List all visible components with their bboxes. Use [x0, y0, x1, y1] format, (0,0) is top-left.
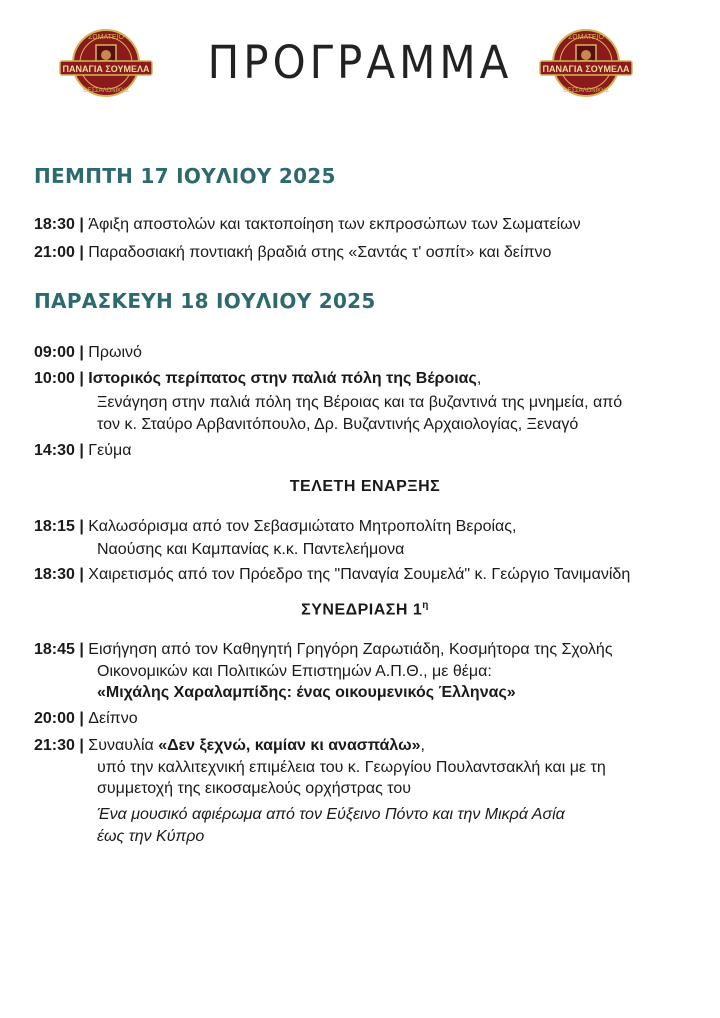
logo-main-text: ΠΑΝΑΓΙΑ ΣΟΥΜΕΛΑ: [542, 64, 630, 74]
lecture-title: «Μιχάλης Χαραλαμπίδης: ένας οικουμενικός Έλληνας»: [97, 684, 516, 701]
item-time: 14:30: [34, 442, 75, 459]
logo-top-text: ΣΩΜΑΤΕΙΟ: [568, 34, 604, 41]
logo-top-text: ΣΩΜΑΤΕΙΟ: [88, 34, 124, 41]
item-time: 18:15: [34, 518, 75, 535]
item-continuation: Ξενάγηση στην παλιά πόλη της Βέροιας και τα βυζαντινά της μνημεία, από: [97, 394, 623, 411]
item-time: 09:00: [34, 344, 75, 361]
schedule-item: 18:30 | Χαιρετισμός από τον Πρόεδρο της "Παναγία Σουμελά" κ. Γεώργιο Τανιμανίδη: [34, 566, 631, 583]
day1-heading: ΠΕΜΠΤΗ 17 ΙΟΥΛΙΟΥ 2025: [34, 164, 336, 188]
item-continuation: Οικονομικών και Πολιτικών Επιστημών Α.Π.Θ., με θέμα:: [97, 663, 492, 680]
item-text: Καλωσόρισμα από τον Σεβασμιώτατο Μητροπολίτη Βεροίας,: [88, 518, 517, 535]
item-time: 18:45: [34, 641, 75, 658]
item-text: Χαιρετισμός από τον Πρόεδρο της "Παναγία Σουμελά" κ. Γεώργιο Τανιμανίδη: [88, 566, 631, 583]
schedule-item: 14:30 | Γεύμα: [34, 442, 132, 459]
item-text: Εισήγηση από τον Καθηγητή Γρηγόρη Ζαρωτιάδη, Κοσμήτορα της Σχολής: [88, 641, 613, 658]
item-time: 21:30: [34, 737, 75, 754]
item-time: 18:30: [34, 216, 75, 233]
item-text: Παραδοσιακή ποντιακή βραδιά στης «Σαντάς τ' οσπίτ» και δείπνο: [88, 244, 552, 261]
logo-bottom-text: ΘΕΣΣΑΛΟΝΙΚΗΣ: [562, 88, 610, 94]
concert-note: έως την Κύπρο: [97, 828, 205, 845]
item-text: Πρωινό: [88, 344, 142, 361]
schedule-item: 20:00 | Δείπνο: [34, 710, 138, 727]
item-text: Γεύμα: [88, 442, 132, 459]
concert-title: «Δεν ξεχνώ, καμίαν κι ανασπάλω»: [158, 737, 421, 754]
item-continuation: Ναούσης και Καμπανίας κ.κ. Παντελεήμονα: [97, 541, 405, 558]
item-time: 18:30: [34, 566, 75, 583]
item-continuation: τον κ. Σταύρο Αρβανιτόπουλο, Δρ. Βυζαντινής Αρχαιολογίας, Ξεναγό: [97, 416, 579, 433]
opening-heading: ΤΕΛΕΤΗ ΕΝΑΡΞΗΣ: [289, 478, 441, 495]
item-text: Άφιξη αποστολών και τακτοποίηση των εκπροσώπων των Σωματείων: [88, 216, 581, 233]
schedule-item: 21:30 | Συναυλία «Δεν ξεχνώ, καμίαν κι ανασπάλω»,: [34, 737, 425, 754]
item-title: Ιστορικός περίπατος στην παλιά πόλη της Βέροιας: [88, 370, 477, 387]
day2-heading: ΠΑΡΑΣΚΕΥΗ 18 ΙΟΥΛΙΟΥ 2025: [34, 289, 376, 313]
item-continuation: υπό την καλλιτεχνική επιμέλεια του κ. Γεωργίου Πουλαντσακλή και με τη: [97, 759, 606, 776]
schedule-item: 09:00 | Πρωινό: [34, 344, 142, 361]
session-heading: ΣΥΝΕΔΡΙΑΣΗ $1^\eta$: [301, 600, 429, 619]
logo-bottom-text: ΘΕΣΣΑΛΟΝΙΚΗΣ: [82, 88, 130, 94]
item-time: 20:00: [34, 710, 75, 727]
item-time: 10:00: [34, 370, 75, 387]
item-time: 21:00: [34, 244, 75, 261]
concert-note: Ένα μουσικό αφιέρωμα από τον Εύξεινο Πόντο και την Μικρά Ασία: [97, 806, 565, 823]
schedule-item: 18:45 | Εισήγηση από τον Καθηγητή Γρηγόρη Ζαρωτιάδη, Κοσμήτορα της Σχολής: [34, 641, 613, 658]
schedule-item: 21:00 | Παραδοσιακή ποντιακή βραδιά στης «Σαντάς τ' οσπίτ» και δείπνο: [34, 244, 552, 261]
schedule-item: 18:30 | Άφιξη αποστολών και τακτοποίηση των εκπροσώπων των Σωματείων: [34, 216, 581, 233]
schedule-item: 18:15 | Καλωσόρισμα από τον Σεβασμιώτατο Μητροπολίτη Βεροίας,: [34, 518, 517, 535]
logo-main-text: ΠΑΝΑΓΙΑ ΣΟΥΜΕΛΑ: [62, 64, 150, 74]
schedule-item: 10:00 | Ιστορικός περίπατος στην παλιά πόλη της Βέροιας,: [34, 370, 482, 387]
page-title: ΠΡΟΓΡΑΜΜΑ: [207, 36, 513, 89]
item-text: Δείπνο: [88, 710, 138, 727]
item-continuation: συμμετοχή της εικοσαμελούς ορχήστρας του: [97, 780, 412, 797]
